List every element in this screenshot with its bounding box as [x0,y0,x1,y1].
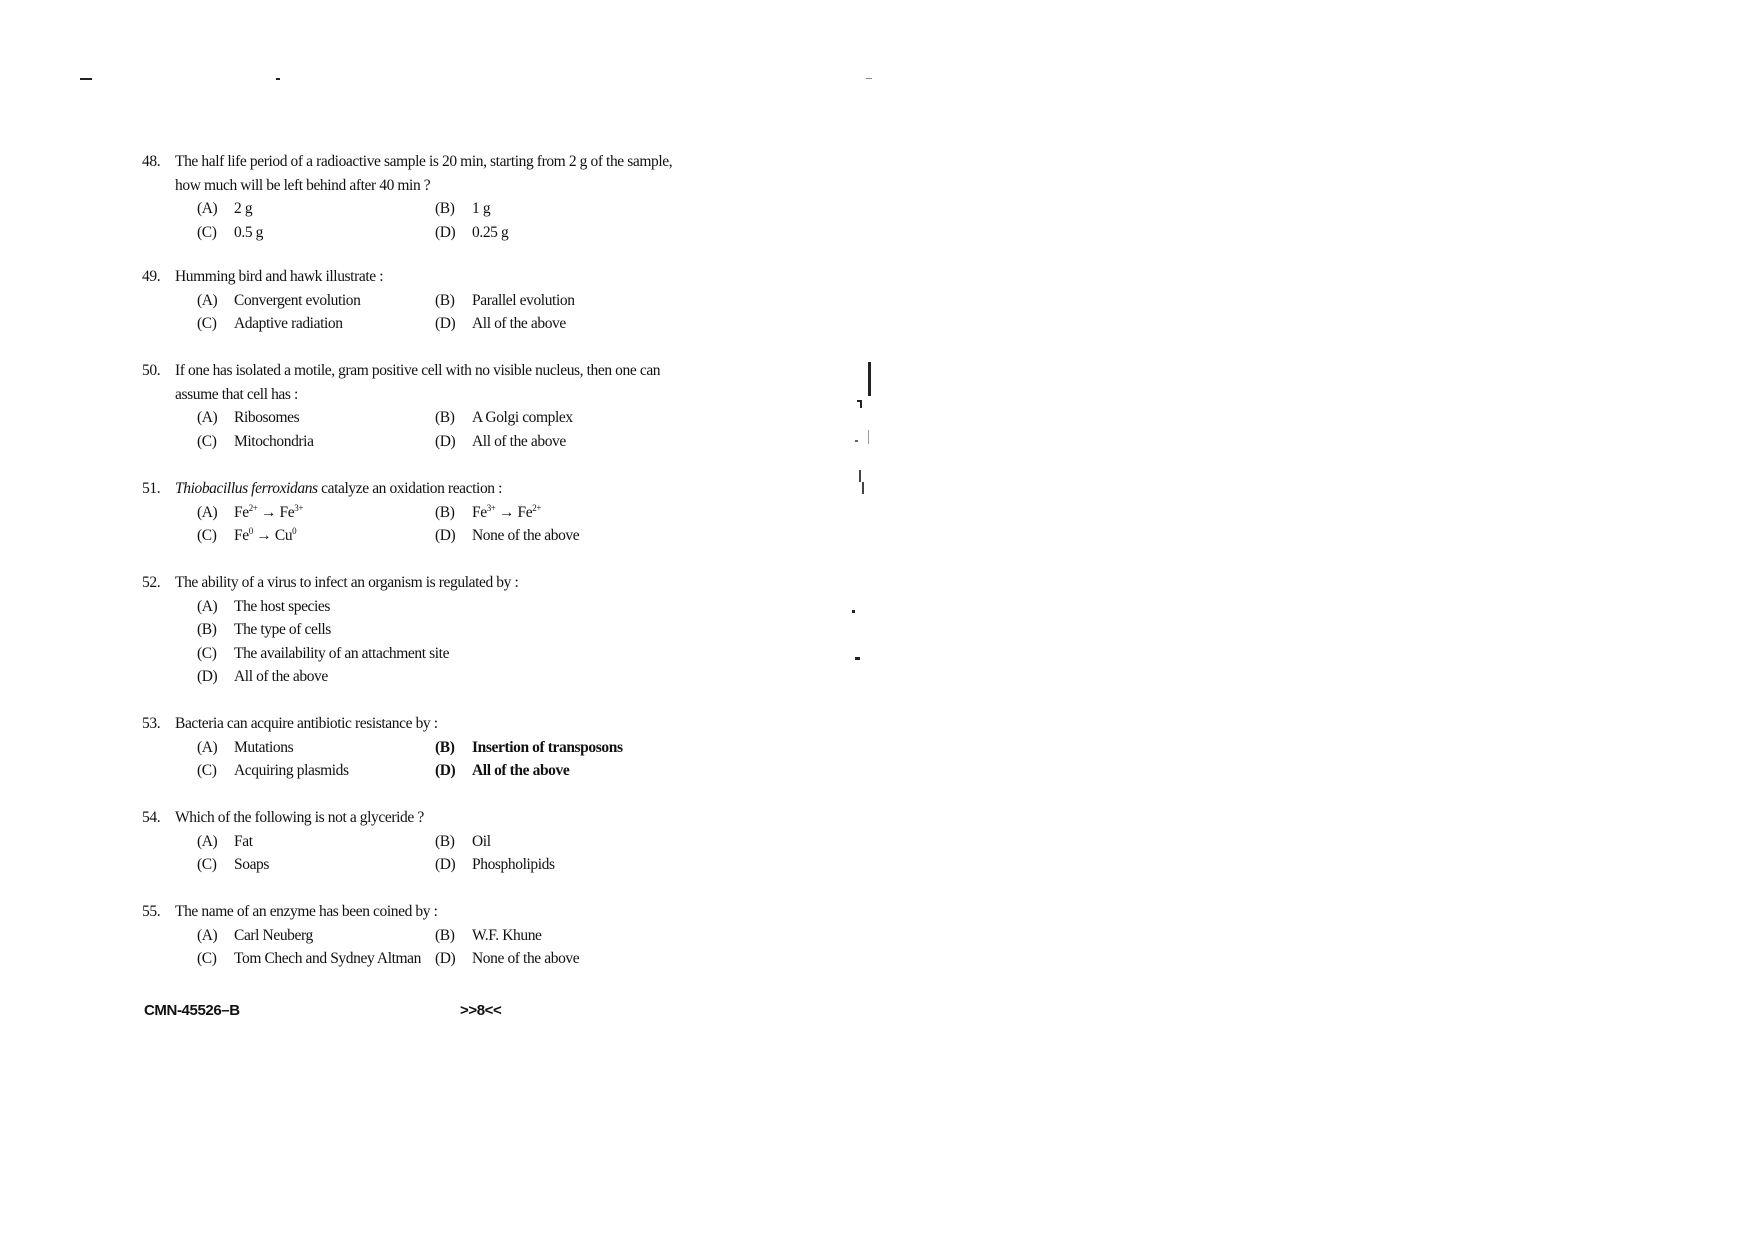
scan-mark [868,430,869,444]
page-number: >>8<< [460,1002,502,1019]
paper-code: CMN-45526–B [144,1002,240,1019]
scan-mark [866,78,872,79]
question-49: 49. Humming bird and hawk illustrate : (A) Convergent evolution (B) Parallel evolution (C) Adaptive radiation (D) All of the above [142,265,702,336]
question-48: 48. The half life period of a radioactive sample is 20 min, starting from 2 g of the sample, how much will be left behind after 40 min ? (A) 2 g (B) 1 g (C) 0.5 g (D) 0.25 g [142,150,702,244]
organism-name: Thiobacillus ferroxidans [175,480,318,497]
question-text-continued: how much will be left behind after 40 min ? [175,176,431,194]
question-text: If one has isolated a motile, gram positive cell with no visible nucleus, then one can [175,362,661,379]
question-53: 53. Bacteria can acquire antibiotic resistance by : (A) Mutations (B) Insertion of transposons (C) Acquiring plasmids (D) All of the above [142,712,702,783]
scan-mark [855,440,858,442]
question-text: Thiobacillus ferroxidans catalyze an oxidation reaction : [175,480,503,497]
question-text: Bacteria can acquire antibiotic resistance by : [175,715,438,732]
question-number: 51. [142,480,161,497]
question-52: 52. The ability of a virus to infect an organism is regulated by : (A) The host species (B) The type of cells (C) The availability of an attachment site (D) All of the above [142,571,702,689]
scan-mark [80,78,92,80]
question-number: 55. [142,903,161,920]
question-text: The ability of a virus to infect an organism is regulated by : [175,574,519,591]
scan-mark [868,362,871,396]
question-text: Which of the following is not a glyceride ? [175,809,424,826]
question-text: Humming bird and hawk illustrate : [175,268,384,285]
question-50: 50. If one has isolated a motile, gram positive cell with no visible nucleus, then one can assume that cell has : (A) Ribosomes (B) A Golgi complex (C) Mitochondria (D) All of the above [142,359,702,453]
scan-mark [855,657,860,660]
question-number: 52. [142,574,161,591]
question-number: 49. [142,268,161,285]
question-51: 51. Thiobacillus ferroxidans catalyze an oxidation reaction : (A) $Fe^{2+} \to Fe^{3+}$ (B) $Fe^{3+} \to Fe^{2+}$ (C) $Fe^0 \to Cu^0$ (D) None of the above [142,477,702,548]
question-number: 50. [142,362,161,379]
question-number: 48. [142,153,161,170]
question-number: 53. [142,715,161,732]
question-55: 55. The name of an enzyme has been coined by : (A) Carl Neuberg (B) W.F. Khune (C) Tom Chech and Sydney Altman (D) None of the above [142,900,702,971]
question-number: 54. [142,809,161,826]
question-text: The half life period of a radioactive sample is 20 min, starting from 2 g of the sample, [175,153,673,170]
scan-mark [859,470,861,482]
scan-mark [862,482,864,494]
question-text-continued: assume that cell has : [175,385,298,403]
scan-mark [860,402,862,408]
scan-mark [276,78,280,80]
question-54: 54. Which of the following is not a glyceride ? (A) Fat (B) Oil (C) Soaps (D) Phospholipids [142,806,702,877]
question-text: The name of an enzyme has been coined by : [175,903,438,920]
scan-mark [852,610,855,613]
